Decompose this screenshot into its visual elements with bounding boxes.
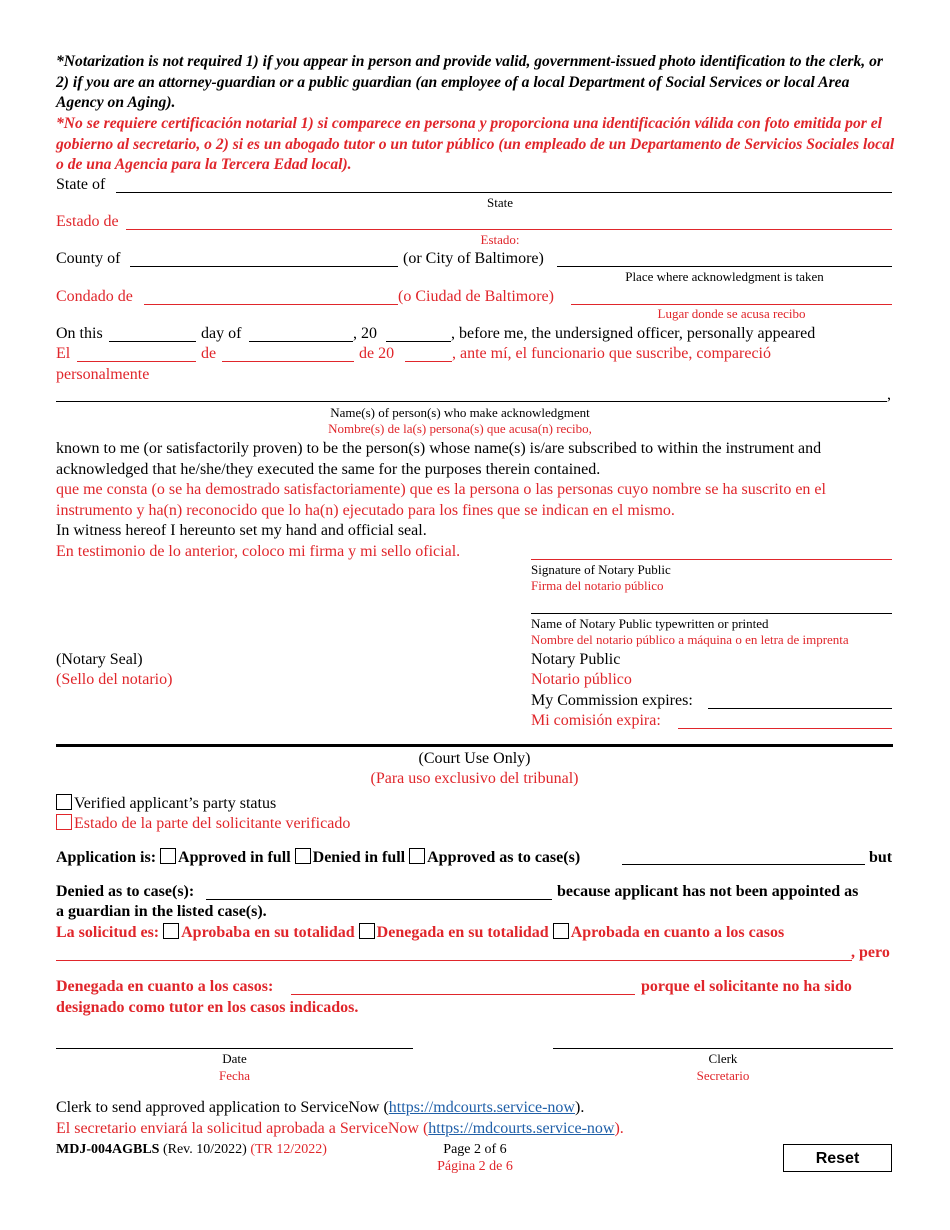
denegada-casos-field[interactable] xyxy=(291,994,635,995)
reset-button[interactable]: Reset xyxy=(783,1144,892,1172)
solicitud-es-label: La solicitud es: xyxy=(56,924,160,941)
before-me-text: , before me, the undersigned officer, personally appeared xyxy=(451,325,816,342)
court-divider xyxy=(56,744,893,747)
day-of-label: day of xyxy=(201,325,242,342)
nombre-notario-caption: Nombre del notario público a máquina o en letra de imprenta xyxy=(531,632,849,647)
application-row xyxy=(56,848,580,868)
send-text-es-pre: El secretario enviará la solicitud aprobada a ServiceNow ( xyxy=(56,1120,429,1137)
verified-row xyxy=(56,794,276,814)
approved-full-checkbox[interactable] xyxy=(160,848,176,864)
aprobada-total-label: Aprobaba en su totalidad xyxy=(181,924,355,941)
nombres-caption: Nombre(s) de la(s) persona(s) que acusa(n) recibo, xyxy=(328,421,592,436)
year-field[interactable] xyxy=(386,341,451,342)
send-text-en-post: ). xyxy=(574,1099,585,1116)
send-text-en xyxy=(56,1098,584,1118)
notarization-notice-en: *Notarization is not required 1) if you appear in person and provide valid, government-issued photo identification to the clerk, or 2) if you are an attorney-guardian or a public guardian (an employee of a local Department of Social Services or local Area Agency on Aging). xyxy=(56,53,883,111)
year-prefix-label: , 20 xyxy=(353,325,377,342)
known-text-2: acknowledged that he/she/they executed the same for the purposes therein contained. xyxy=(56,461,601,478)
denied-cases-field[interactable] xyxy=(206,899,552,900)
aprobada-casos-field[interactable] xyxy=(56,960,852,961)
state-label: State of xyxy=(56,176,106,193)
de20-label: de 20 xyxy=(359,345,395,362)
city-label: (or City of Baltimore) xyxy=(403,250,544,267)
form-rev: (Rev. 10/2022) xyxy=(162,1142,247,1157)
court-use-title-es: (Para uso exclusivo del tribunal) xyxy=(370,770,579,787)
condado-label: Condado de xyxy=(56,288,133,305)
comision-field[interactable] xyxy=(678,728,892,729)
witness-text: In witness hereof I hereunto set my hand and official seal. xyxy=(56,522,427,539)
court-use-title: (Court Use Only) xyxy=(418,750,531,767)
form-id: MDJ-004AGBLS xyxy=(56,1142,160,1157)
consta-text-2: instrumento y ha(n) reconocido que lo ha(n) ejecutado para los fines que se indican en el mismo. xyxy=(56,502,675,519)
state-caption: State xyxy=(487,195,513,210)
servicenow-link-es[interactable]: https://mdcourts.service-now xyxy=(428,1120,615,1137)
form-tr: (TR 12/2022) xyxy=(250,1142,327,1157)
verificado-row xyxy=(56,814,350,834)
el-label: El xyxy=(56,345,71,362)
aprobada-total-checkbox[interactable] xyxy=(163,923,179,939)
sello-label: (Sello del notario) xyxy=(56,671,173,688)
notary-name-field[interactable] xyxy=(531,613,892,614)
servicenow-link[interactable]: https://mdcourts.service-now xyxy=(388,1099,575,1116)
pero-label: , pero xyxy=(851,944,890,961)
known-text-1: known to me (or satisfactorily proven) to be the person(s) whose name(s) is/are subscribed to within the instrument and xyxy=(56,440,822,457)
estado-label: Estado de xyxy=(56,213,119,230)
date-field[interactable] xyxy=(56,1048,413,1049)
notary-signature-field[interactable] xyxy=(531,559,892,560)
fecha-caption: Fecha xyxy=(218,1068,251,1083)
place-field[interactable] xyxy=(557,266,892,267)
verificado-label: Estado de la parte del solicitante verificado xyxy=(74,815,351,832)
denegada-total-label: Denegada en su totalidad xyxy=(376,924,549,941)
but-label: but xyxy=(869,849,893,866)
lugar-caption: Lugar donde se acusa recibo xyxy=(657,306,806,321)
state-field[interactable] xyxy=(116,192,892,193)
estado-field[interactable] xyxy=(126,229,892,230)
dia-field[interactable] xyxy=(77,361,196,362)
condado-field[interactable] xyxy=(144,304,398,305)
names-comma: , xyxy=(887,386,891,403)
send-text-en-pre: Clerk to send approved application to ServiceNow ( xyxy=(56,1099,389,1116)
ante-mi-text: , ante mí, el funcionario que suscribe, compareció xyxy=(452,345,771,362)
clerk-field[interactable] xyxy=(553,1048,893,1049)
approved-cases-checkbox[interactable] xyxy=(409,848,425,864)
mes-field[interactable] xyxy=(222,361,354,362)
commission-label: My Commission expires: xyxy=(531,692,693,709)
de-label: de xyxy=(201,345,217,362)
solicitud-row xyxy=(56,923,784,943)
verificado-checkbox[interactable] xyxy=(56,814,72,830)
send-text-es-post: ). xyxy=(614,1120,624,1137)
notario-publico-label: Notario público xyxy=(531,671,632,688)
secretario-caption: Secretario xyxy=(696,1068,750,1083)
approved-full-label: Approved in full xyxy=(178,849,291,866)
place-caption: Place where acknowledgment is taken xyxy=(625,269,824,284)
verified-checkbox[interactable] xyxy=(56,794,72,810)
denied-cases-label: Denied as to case(s): xyxy=(56,883,195,900)
county-label: County of xyxy=(56,250,121,267)
consta-text-1: que me consta (o se ha demostrado satisfactoriamente) que es la persona o las personas cuyo nombre se ha suscrito en el xyxy=(56,481,826,498)
county-field[interactable] xyxy=(130,266,398,267)
notarization-notice-es: *No se requiere certificación notarial 1) si comparece en persona y proporciona una identificación válida con foto emitida por el gobierno al secretario, o 2) si es un abogado tutor o un tutor público (un empleado de un Departamento de Servicios Sociales local o de una Agencia para la Tercera Edad local). xyxy=(56,115,895,173)
estado-caption: Estado: xyxy=(480,232,520,247)
denied-full-label: Denied in full xyxy=(312,849,406,866)
application-is-label: Application is: xyxy=(56,849,157,866)
testimonio-text: En testimonio de lo anterior, coloco mi firma y mi sello oficial. xyxy=(56,543,461,560)
comision-label: Mi comisión expira: xyxy=(531,712,661,729)
ano-field[interactable] xyxy=(405,361,452,362)
approved-cases-label: Approved as to case(s) xyxy=(427,849,581,866)
denied-full-checkbox[interactable] xyxy=(295,848,311,864)
personalmente-text: personalmente xyxy=(56,366,150,383)
lugar-field[interactable] xyxy=(571,304,892,305)
guardian-text: a guardian in the listed case(s). xyxy=(56,903,267,920)
clerk-caption: Clerk xyxy=(708,1051,738,1066)
notary-name-caption: Name of Notary Public typewritten or printed xyxy=(531,616,769,631)
names-field[interactable] xyxy=(56,401,887,402)
notary-seal-label: (Notary Seal) xyxy=(56,651,143,668)
commission-field[interactable] xyxy=(708,708,892,709)
aprobada-casos-checkbox[interactable] xyxy=(553,923,569,939)
form-id-row xyxy=(56,1141,327,1158)
date-caption: Date xyxy=(222,1051,247,1066)
aprobada-casos-label: Aprobada en cuanto a los casos xyxy=(570,924,785,941)
firma-caption: Firma del notario público xyxy=(531,578,664,593)
notary-public-label: Notary Public xyxy=(531,651,621,668)
day-field[interactable] xyxy=(109,341,196,342)
denegada-casos-label: Denegada en cuanto a los casos: xyxy=(56,978,274,995)
page-number: Page 2 of 6 xyxy=(443,1142,507,1157)
approved-cases-field[interactable] xyxy=(622,864,865,865)
month-field[interactable] xyxy=(249,341,353,342)
denegada-total-checkbox[interactable] xyxy=(359,923,375,939)
verified-label: Verified applicant’s party status xyxy=(74,795,277,812)
on-this-label: On this xyxy=(56,325,103,342)
porque-text: porque el solicitante no ha sido xyxy=(641,978,852,995)
notary-signature-caption: Signature of Notary Public xyxy=(531,562,671,577)
send-text-es xyxy=(56,1119,624,1139)
ciudad-label: (o Ciudad de Baltimore) xyxy=(398,288,554,305)
because-text: because applicant has not been appointed as xyxy=(557,883,859,900)
designado-text: designado como tutor en los casos indicados. xyxy=(56,999,359,1016)
names-caption: Name(s) of person(s) who make acknowledgment xyxy=(330,405,590,420)
pagina-number: Página 2 de 6 xyxy=(437,1159,513,1174)
